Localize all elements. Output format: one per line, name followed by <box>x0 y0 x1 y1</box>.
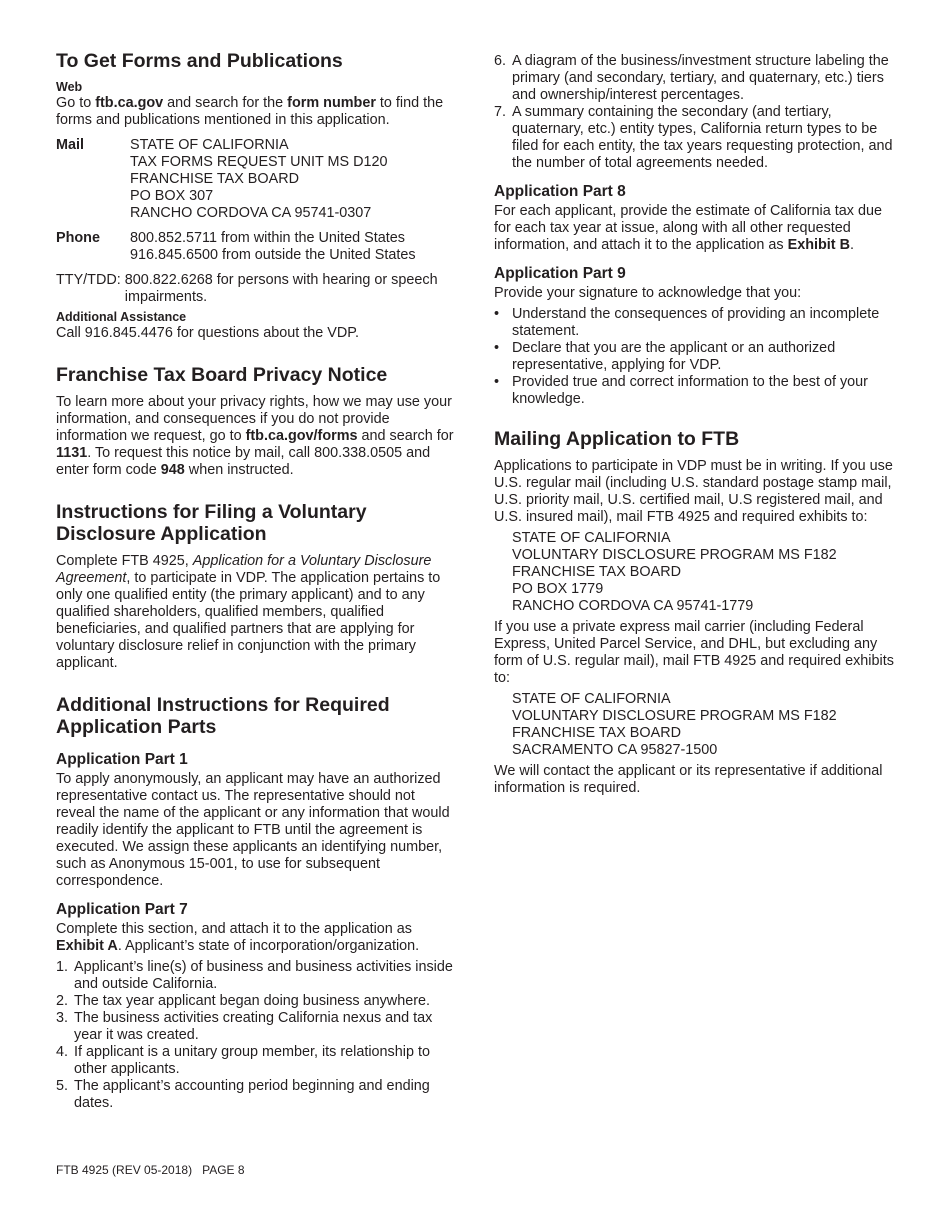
part9-list <box>494 306 896 408</box>
list-item: 7. A summary containing the secondary (and tertiary, quaternary, etc.) entity types, California return types to be filed for each entity, the tax years requesting protection, and the number of total agreements needed. <box>494 104 893 171</box>
part1-text: To apply anonymously, an applicant may have an authorized representative contact us. The representative should not reveal the name of the applicant or any information that would readily identify the applicant to FTB until the agreement is executed. We assign these applicants an identifying number, such as Anonymous 15-001, to use for subsequent correspondence. <box>56 771 450 889</box>
filing-text: Complete FTB 4925, Application for a Voluntary Disclosure Agreement, to participate in VDP. The application pertains to only one qualified entity (the primary applicant) and to any qualified shareholders, qualified members, qualified beneficiaries, and qualified partners that are applying for voluntary disclosure relief in conjunction with the primary applicant. <box>56 553 441 671</box>
form-id: FTB 4925 (REV 05-2018) <box>56 1163 193 1177</box>
forms-link[interactable]: ftb.ca.gov/forms <box>245 428 358 444</box>
ftb-link[interactable]: ftb.ca.gov <box>95 95 164 111</box>
part9-heading: Application Part 9 <box>494 265 626 282</box>
part7-heading: Application Part 7 <box>56 901 188 918</box>
list-item: 5. The applicant’s accounting period beginning and ending dates. <box>56 1078 430 1111</box>
web-label: Web <box>56 80 83 94</box>
filing-heading: Instructions for Filing a Voluntary Disclosure Application <box>56 501 367 545</box>
mailing-p3: We will contact the applicant or its representative if additional information is required. <box>494 763 883 796</box>
list-item: 6. A diagram of the business/investment structure labeling the primary (and secondary, tertiary, and quaternary, etc.) tiers and ownership/interest percentages. <box>494 53 889 103</box>
left-column <box>56 50 458 1112</box>
mailing-heading: Mailing Application to FTB <box>494 428 740 450</box>
list-item: • Provided true and correct information to the best of your knowledge. <box>494 374 868 407</box>
mail-address-express: STATE OF CALIFORNIA VOLUNTARY DISCLOSURE PROGRAM MS F182 FRANCHISE TAX BOARD SACRAMENTO CA 95827-1500 <box>512 691 837 758</box>
part7-list <box>56 959 458 1112</box>
additional-heading: Additional Instructions for Required Application Parts <box>56 694 390 738</box>
list-item: 4. If applicant is a unitary group member, its relationship to other applicants. <box>56 1044 430 1077</box>
mail-label: Mail <box>56 137 84 153</box>
privacy-heading: Franchise Tax Board Privacy Notice <box>56 364 388 386</box>
tty-label: TTY/TDD: <box>56 272 121 288</box>
phone-row <box>56 230 458 264</box>
tty-text: 800.822.6268 for persons with hearing or speech impairments. <box>124 272 438 305</box>
right-column <box>494 53 896 797</box>
list-item: 1. Applicant’s line(s) of business and business activities inside and outside California. <box>56 959 453 992</box>
mailing-p1: Applications to participate in VDP must be in writing. If you use U.S. regular mail (including U.S. standard postage stamp mail, U.S. priority mail, U.S. certified mail, U.S registered mail, and U.S. insured mail), mail FTB 4925 and required exhibits to: <box>494 458 893 525</box>
mailing-p2: If you use a private express mail carrier (including Federal Express, United Parcel Service, and DHL, but excluding any form of U.S. regular mail), mail FTB 4925 and required exhibits to: <box>494 619 894 686</box>
mail-address: STATE OF CALIFORNIA TAX FORMS REQUEST UNIT MS D120 FRANCHISE TAX BOARD PO BOX 307 RANCHO CORDOVA CA 95741-0307 <box>130 137 388 221</box>
list-item: 2. The tax year applicant began doing business anywhere. <box>56 993 430 1009</box>
assist-text: Call 916.845.4476 for questions about the VDP. <box>56 325 359 341</box>
part1-heading: Application Part 1 <box>56 751 188 768</box>
part8-heading: Application Part 8 <box>494 183 626 200</box>
phone-numbers: 800.852.5711 from within the United States 916.845.6500 from outside the United States <box>130 230 416 263</box>
list-item: • Understand the consequences of providing an incomplete statement. <box>494 306 880 339</box>
mail-row <box>56 137 458 222</box>
assist-label: Additional Assistance <box>56 310 187 324</box>
page-number: PAGE 8 <box>202 1163 245 1177</box>
part7-list-continued <box>494 53 896 172</box>
part8-text: For each applicant, provide the estimate of California tax due for each tax year at issue, along with all other requested information, and attach it to the application as Exhibit B. <box>494 203 882 253</box>
list-item: 3. The business activities creating California nexus and tax year it was created. <box>56 1010 433 1043</box>
part7-text: Complete this section, and attach it to the application as Exhibit A. Applicant’s state of incorporation/organization. <box>56 921 420 954</box>
forms-heading: To Get Forms and Publications <box>56 50 343 72</box>
phone-label: Phone <box>56 230 100 246</box>
mail-address-regular: STATE OF CALIFORNIA VOLUNTARY DISCLOSURE PROGRAM MS F182 FRANCHISE TAX BOARD PO BOX 1779 RANCHO CORDOVA CA 95741-1779 <box>512 530 837 614</box>
web-text: Go to ftb.ca.gov and search for the form number to find the forms and publications mentioned in this application. <box>56 95 444 128</box>
list-item: • Declare that you are the applicant or an authorized representative, applying for VDP. <box>494 340 836 373</box>
privacy-text: To learn more about your privacy rights, how we may use your information, and consequences if you do not provide information we request, go to ftb.ca.gov/forms and search for 1131. To request this notice by mail, call 800.338.0505 and enter form code 948 when instructed. <box>56 394 454 478</box>
part9-intro: Provide your signature to acknowledge that you: <box>494 285 802 301</box>
page-footer <box>56 1163 245 1177</box>
tty-row <box>56 272 458 306</box>
